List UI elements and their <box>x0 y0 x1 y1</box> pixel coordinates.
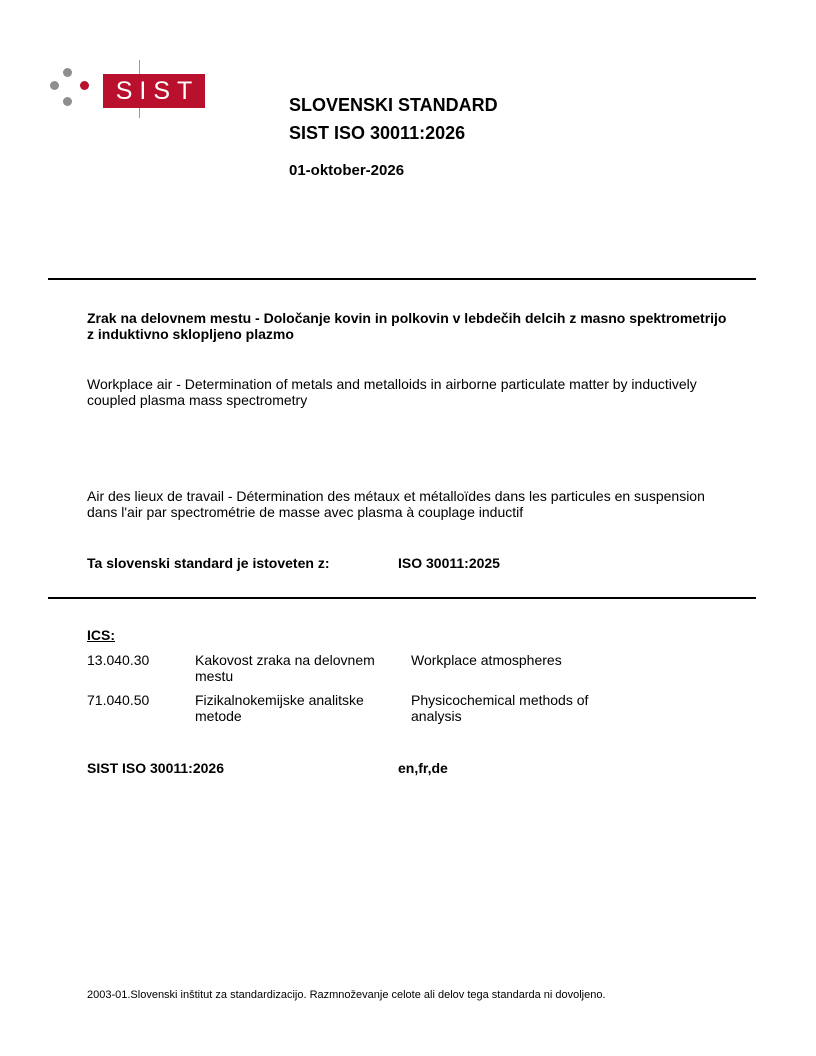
identical-value: ISO 30011:2025 <box>398 555 500 571</box>
ics-code: 71.040.50 <box>87 692 150 708</box>
logo-wordmark: SIST <box>103 74 205 108</box>
standard-type: SLOVENSKI STANDARD <box>289 95 498 115</box>
logo-dot-icon <box>63 68 72 77</box>
identical-label: Ta slovenski standard je istoveten z: <box>87 555 330 571</box>
standard-id: SIST ISO 30011:2026 <box>289 123 466 143</box>
logo-dot-icon <box>63 97 72 106</box>
copyright-footer: 2003-01.Slovenski inštitut za standardizacijo. Razmnoževanje celote ali delov tega standarda ni dovoljeno. <box>87 989 606 1001</box>
ics-description-en: Workplace atmospheres <box>411 652 562 668</box>
standard-date: 01-oktober-2026 <box>289 162 405 179</box>
logo-dot-red-icon <box>80 81 89 90</box>
ics-description-en: Physicochemical methods of analysis <box>411 692 589 724</box>
mid-divider <box>48 597 756 599</box>
title-slovenian: Zrak na delovnem mestu - Določanje kovin in polkovin v lebdečih delcih z masno spektrometrijo z induktivno sklopljeno plazmo <box>87 310 727 342</box>
top-divider <box>48 278 756 280</box>
title-english: Workplace air - Determination of metals and metalloids in airborne particulate matter by inductively coupled plasma mass spectrometry <box>87 376 697 408</box>
standard-id-bottom: SIST ISO 30011:2026 <box>87 760 224 776</box>
ics-description-sl: Fizikalnokemijske analitske metode <box>195 692 364 724</box>
ics-code: 13.040.30 <box>87 652 150 668</box>
title-french: Air des lieux de travail - Détermination des métaux et métalloïdes dans les particules en suspension dans l'air par spectrométrie de masse avec plasma à couplage inductif <box>87 488 705 520</box>
logo-dot-icon <box>50 81 59 90</box>
ics-heading: ICS: <box>87 627 115 643</box>
sist-logo <box>47 60 227 120</box>
ics-description-sl: Kakovost zraka na delovnem mestu <box>195 652 375 684</box>
languages: en,fr,de <box>398 760 448 776</box>
